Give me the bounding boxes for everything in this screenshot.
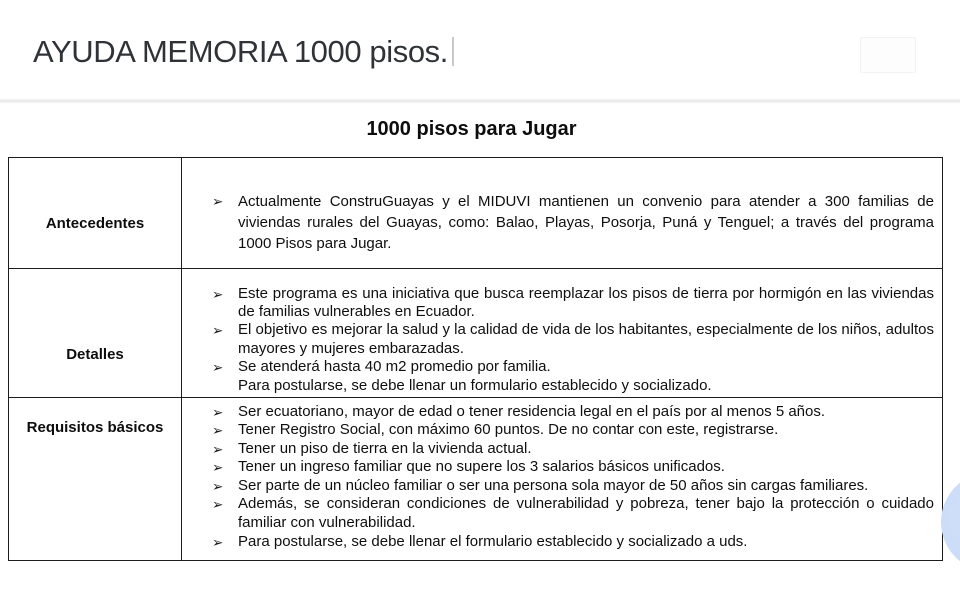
row-label-antecedentes: Antecedentes bbox=[9, 158, 182, 269]
document-title-field[interactable] bbox=[33, 33, 454, 71]
arrow-bullet-icon: ➢ bbox=[212, 460, 224, 477]
arrow-bullet-icon: ➢ bbox=[212, 441, 224, 458]
list-item bbox=[182, 321, 940, 358]
document-header bbox=[0, 0, 960, 100]
list-item-text: Ser ecuatoriano, mayor de edad o tener residencia legal en el país por al menos 5 años. bbox=[238, 402, 826, 420]
memo-table bbox=[8, 157, 943, 561]
row-label-detalles: Detalles bbox=[9, 269, 182, 398]
list-item-continuation bbox=[182, 377, 940, 395]
list-item-text: Se atenderá hasta 40 m2 promedio por familia. bbox=[238, 358, 551, 376]
list-item bbox=[182, 191, 940, 254]
text-caret bbox=[452, 37, 454, 66]
row-body-antecedentes bbox=[182, 158, 942, 269]
arrow-bullet-icon: ➢ bbox=[212, 497, 224, 514]
arrow-bullet-icon: ➢ bbox=[212, 360, 224, 377]
list-item bbox=[182, 285, 940, 322]
list-item bbox=[182, 358, 940, 376]
header-divider bbox=[0, 99, 960, 103]
list-item bbox=[182, 533, 940, 552]
arrow-bullet-icon: ➢ bbox=[212, 423, 224, 440]
row-body-requisitos-basicos bbox=[182, 398, 942, 561]
arrow-bullet-icon: ➢ bbox=[212, 194, 224, 210]
list-item-text: Tener un ingreso familiar que no supere los 3 salarios básicos unificados. bbox=[238, 458, 725, 476]
list-item-text: Para postularse, se debe llenar el formulario establecido y socializado a uds. bbox=[238, 532, 748, 550]
list-item bbox=[182, 440, 940, 459]
list-item-text: Además, se consideran condiciones de vulnerabilidad y pobreza, tener bajo la protección o cuidado familiar con vulnerabilidad. bbox=[238, 495, 934, 532]
list-item bbox=[182, 495, 940, 532]
slide-heading: 1000 pisos para Jugar bbox=[366, 118, 577, 140]
list-item bbox=[182, 458, 940, 477]
list-item bbox=[182, 403, 940, 422]
list-item-text: Actualmente ConstruGuayas y el MIDUVI mantienen un convenio para atender a 300 familias de viviendas rurales del Guayas, como: Balao, Playas, Posorja, Puná y Tenguel; a través del programa 1000 Pisos para Jugar. bbox=[238, 193, 934, 252]
row-label-requisitos-basicos: Requisitos básicos bbox=[9, 398, 182, 561]
faint-toolbar-remnant bbox=[860, 37, 916, 73]
list-item-text: Tener Registro Social, con máximo 60 puntos. De no contar con este, registrarse. bbox=[238, 421, 779, 439]
list-item bbox=[182, 477, 940, 496]
list-item-text: Para postularse, se debe llenar un formulario establecido y socializado. bbox=[238, 376, 712, 394]
list-item bbox=[182, 421, 940, 440]
list-item-text: Este programa es una iniciativa que busca reemplazar los pisos de tierra por hormigón en las viviendas de familias vulnerables en Ecuador. bbox=[238, 284, 934, 320]
floating-action-circle[interactable] bbox=[941, 472, 960, 572]
document-title-text: AYUDA MEMORIA 1000 pisos. bbox=[33, 34, 448, 69]
arrow-bullet-icon: ➢ bbox=[212, 478, 224, 495]
list-item-text: Ser parte de un núcleo familiar o ser una persona sola mayor de 50 años sin cargas familiares. bbox=[238, 476, 869, 494]
arrow-bullet-icon: ➢ bbox=[212, 286, 224, 303]
arrow-bullet-icon: ➢ bbox=[212, 534, 224, 551]
list-item-text: Tener un piso de tierra en la vivienda actual. bbox=[238, 439, 532, 457]
list-item-text: El objetivo es mejorar la salud y la calidad de vida de los habitantes, especialmente de los niños, adultos mayores y mujeres embarazadas. bbox=[238, 321, 934, 357]
arrow-bullet-icon: ➢ bbox=[212, 323, 224, 340]
row-body-detalles bbox=[182, 269, 942, 398]
arrow-bullet-icon: ➢ bbox=[212, 404, 224, 421]
